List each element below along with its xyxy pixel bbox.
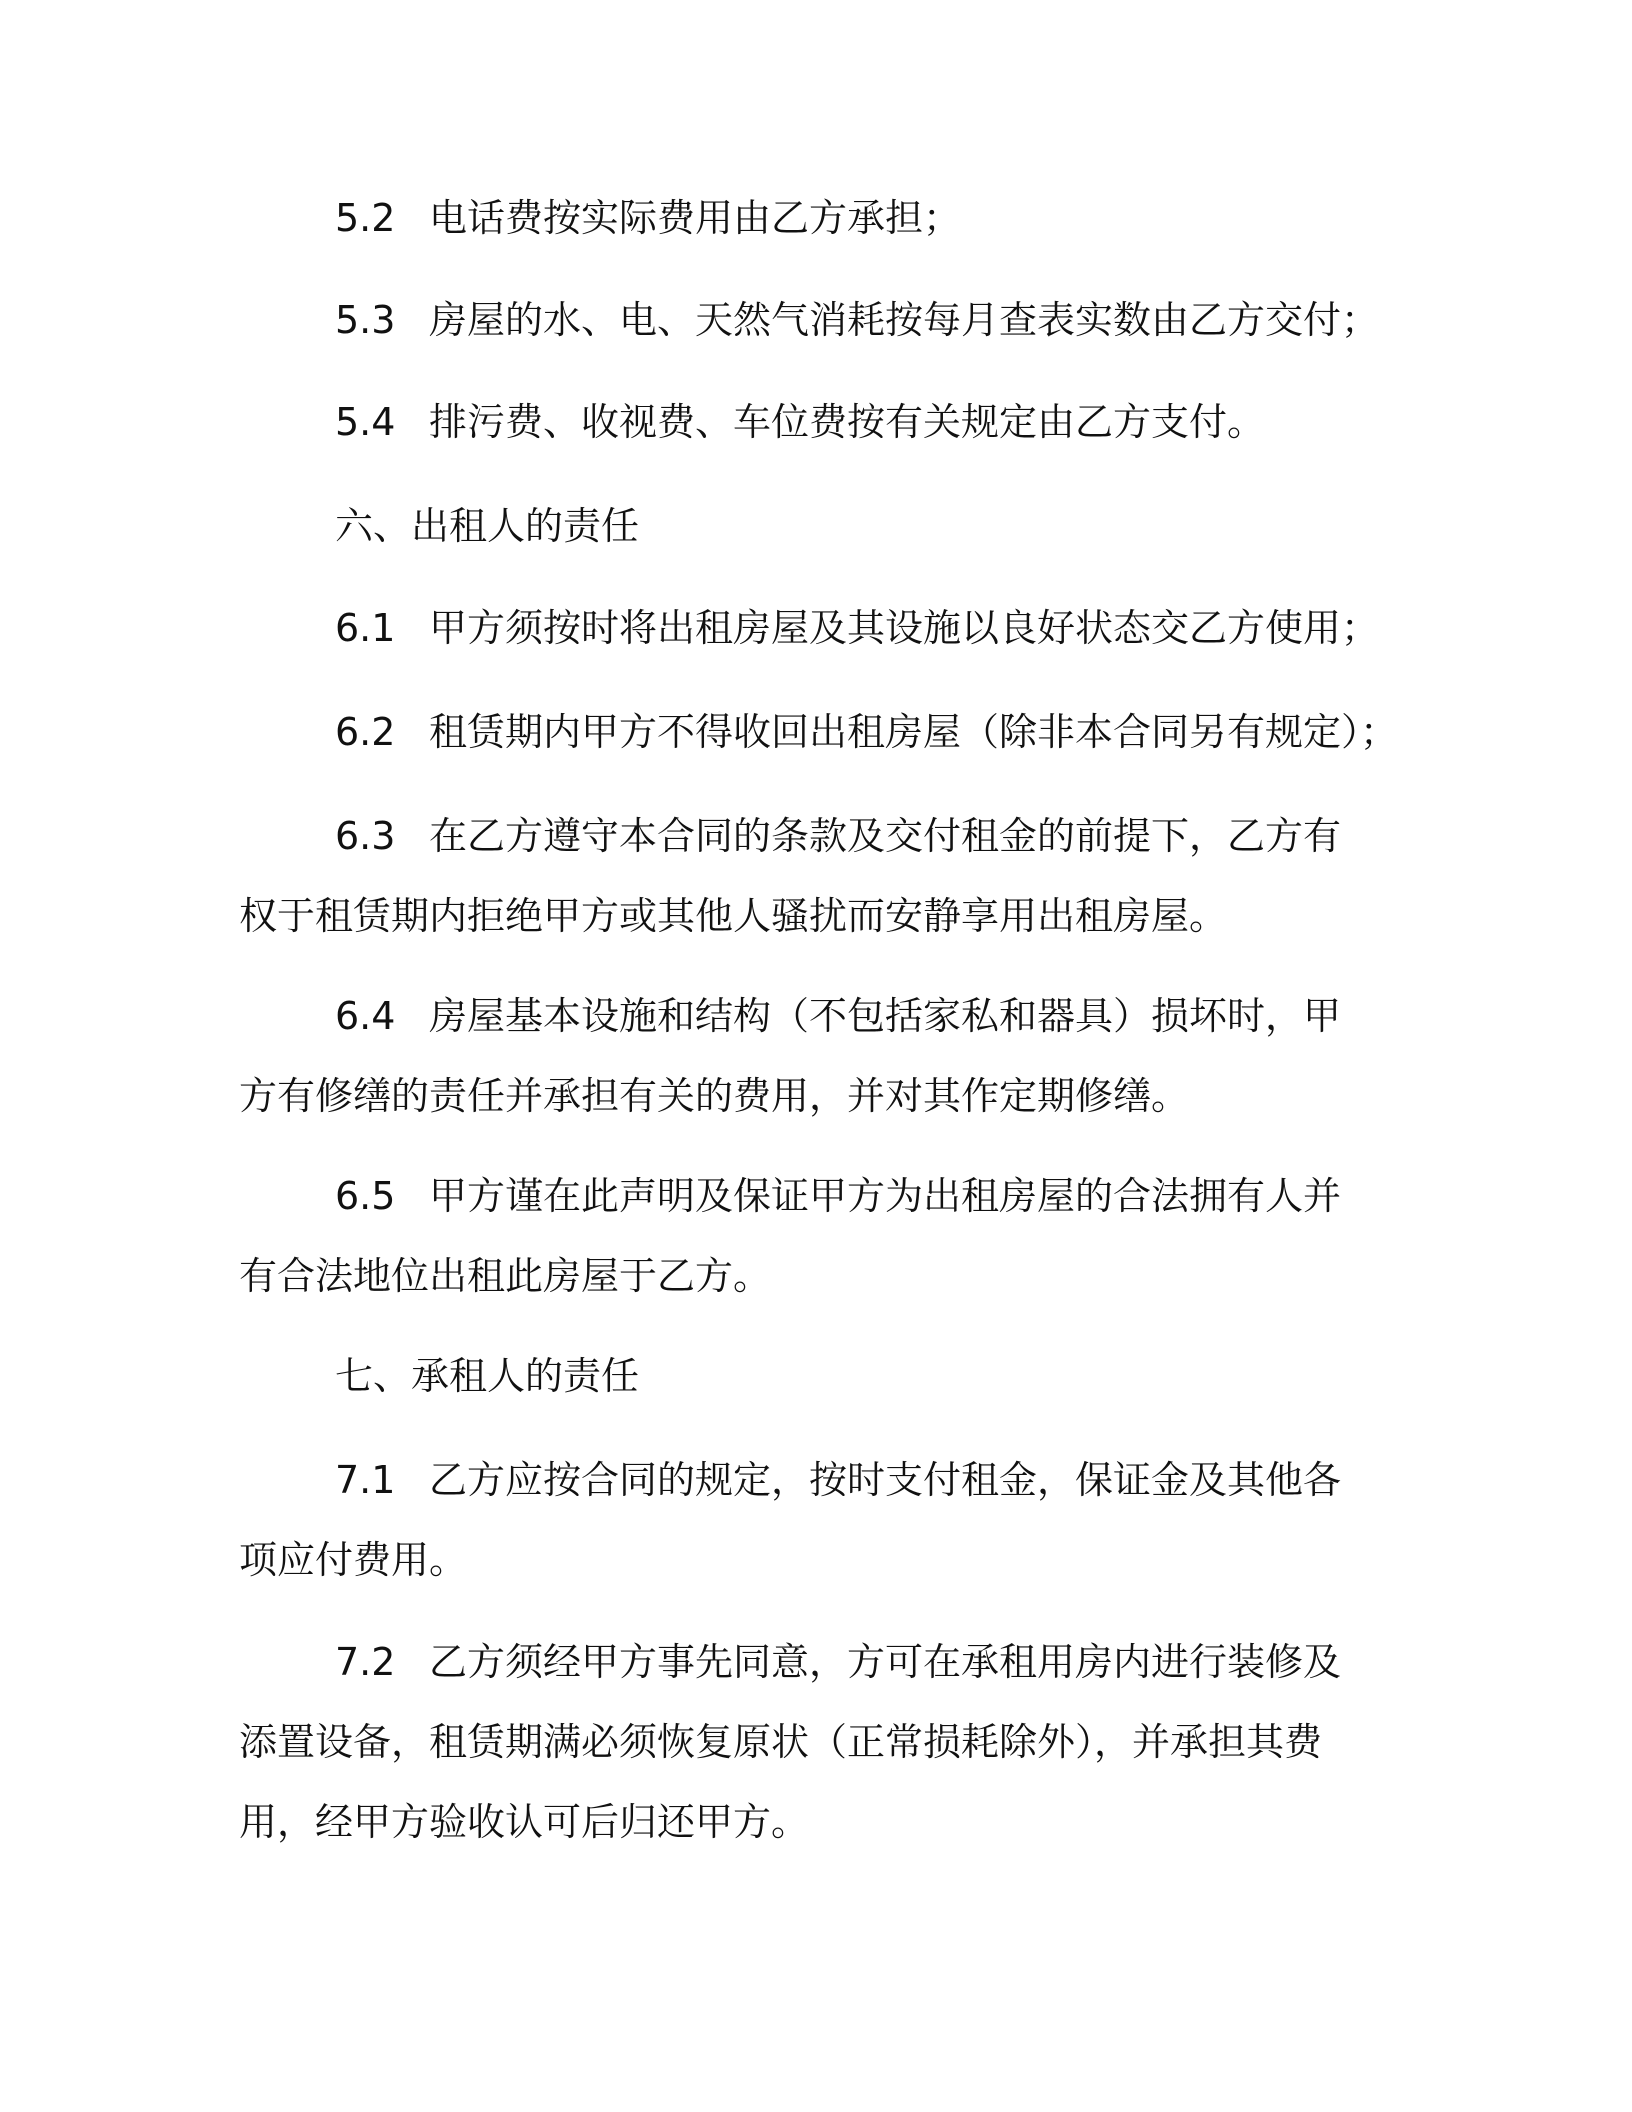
clause-text: 乙方应按合同的规定，按时支付租金，保证金及其他各项应付费用。	[239, 1458, 1342, 1582]
clause-number: 6.1	[335, 606, 396, 650]
section-heading-six	[239, 486, 1359, 566]
clause-text: 电话费按实际费用由乙方承担；	[429, 196, 962, 240]
clause-5-3	[239, 280, 1380, 360]
clause-number: 7.2	[335, 1640, 396, 1684]
clause-6-5	[239, 1156, 1359, 1316]
clause-text: 房屋的水、电、天然气消耗按每月查表实数由乙方交付；	[429, 298, 1380, 342]
clause-text: 乙方须经甲方事先同意，方可在承租用房内进行装修及添置设备，租赁期满必须恢复原状（正常损耗除外），并承担其费用，经甲方验收认可后归还甲方。	[239, 1640, 1342, 1844]
clause-number: 6.3	[335, 814, 396, 858]
clause-7-2	[239, 1622, 1359, 1862]
clause-6-4	[239, 976, 1359, 1136]
clause-text: 租赁期内甲方不得收回出租房屋（除非本合同另有规定）；	[429, 710, 1399, 754]
clause-text: 在乙方遵守本合同的条款及交付租金的前提下，乙方有权于租赁期内拒绝甲方或其他人骚扰而安静享用出租房屋。	[239, 814, 1342, 938]
clause-5-2	[239, 178, 1359, 258]
section-heading: 六、出租人的责任	[335, 504, 640, 548]
clause-5-4	[239, 382, 1359, 462]
clause-number: 6.5	[335, 1174, 396, 1218]
clause-number: 6.2	[335, 710, 396, 754]
clause-7-1	[239, 1440, 1359, 1600]
clause-text: 甲方须按时将出租房屋及其设施以良好状态交乙方使用；	[429, 606, 1380, 650]
clause-6-1	[239, 588, 1380, 668]
section-heading-seven	[239, 1336, 1359, 1416]
clause-text: 甲方谨在此声明及保证甲方为出租房屋的合法拥有人并有合法地位出租此房屋于乙方。	[239, 1174, 1342, 1298]
clause-number: 5.2	[335, 196, 396, 240]
clause-number: 7.1	[335, 1458, 396, 1502]
clause-number: 6.4	[335, 994, 396, 1038]
clause-text: 房屋基本设施和结构（不包括家私和器具）损坏时，甲方有修缮的责任并承担有关的费用，并对其作定期修缮。	[239, 994, 1342, 1118]
clause-number: 5.3	[335, 298, 396, 342]
section-heading: 七、承租人的责任	[335, 1354, 640, 1398]
clause-6-3	[239, 796, 1359, 956]
clause-6-2	[239, 692, 1399, 772]
clause-number: 5.4	[335, 400, 396, 444]
clause-text: 排污费、收视费、车位费按有关规定由乙方支付。	[429, 400, 1266, 444]
